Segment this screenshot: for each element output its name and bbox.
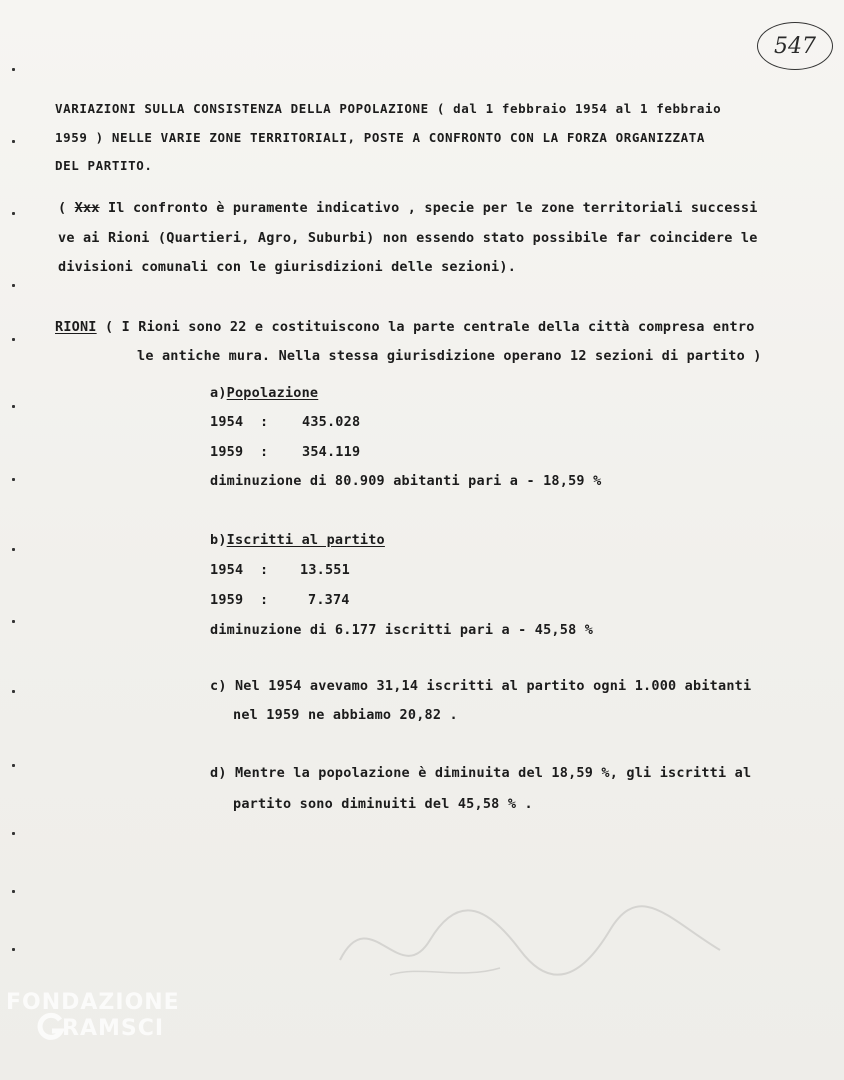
margin-mark bbox=[12, 478, 15, 481]
margin-mark bbox=[12, 948, 15, 951]
margin-mark bbox=[12, 405, 15, 408]
section-b-summary: diminuzione di 6.177 iscritti pari a - 45,58 % bbox=[210, 622, 594, 638]
value: 13.551 bbox=[300, 562, 350, 578]
section-a-prefix: a) bbox=[210, 385, 227, 401]
margin-mark bbox=[12, 338, 15, 341]
table-row bbox=[210, 414, 361, 430]
value: 7.374 bbox=[308, 592, 350, 608]
note-line-3: divisioni comunali con le giurisdizioni delle sezioni). bbox=[58, 259, 517, 275]
year: 1954 bbox=[210, 414, 244, 430]
year: 1959 bbox=[210, 592, 244, 608]
margin-mark bbox=[12, 620, 15, 623]
value: 435.028 bbox=[302, 414, 361, 430]
table-row bbox=[210, 592, 350, 608]
archive-number-stamp bbox=[757, 22, 833, 70]
margin-mark bbox=[12, 212, 15, 215]
section-a-heading bbox=[210, 385, 318, 401]
section-a-label: Popolazione bbox=[226, 385, 319, 401]
margin-mark bbox=[12, 284, 15, 287]
note-line-1 bbox=[58, 200, 758, 216]
title-line-2: 1959 ) NELLE VARIE ZONE TERRITORIALI, POSTE A CONFRONTO CON LA FORZA ORGANIZZATA bbox=[55, 130, 706, 145]
table-row bbox=[210, 562, 350, 578]
watermark-word-1: FONDAZIONE bbox=[6, 990, 180, 1015]
section-b-heading bbox=[210, 532, 385, 548]
margin-mark bbox=[12, 690, 15, 693]
separator: : bbox=[260, 592, 269, 608]
struck-text: Xxx bbox=[74, 200, 100, 216]
title-line-1: VARIAZIONI SULLA CONSISTENZA DELLA POPOLAZIONE ( dal 1 febbraio 1954 al 1 febbraio bbox=[55, 101, 722, 116]
section-d-line-2: partito sono diminuiti del 45,58 % . bbox=[233, 796, 533, 812]
rioni-line-1 bbox=[55, 319, 755, 335]
year: 1959 bbox=[210, 444, 244, 460]
note-open: ( bbox=[58, 200, 75, 216]
section-b-prefix: b) bbox=[210, 532, 227, 548]
margin-mark bbox=[12, 140, 15, 143]
table-row bbox=[210, 444, 361, 460]
margin-mark bbox=[12, 68, 15, 71]
value: 354.119 bbox=[302, 444, 361, 460]
fondazione-gramsci-watermark bbox=[6, 990, 216, 1070]
section-c-line-1: c) Nel 1954 avevamo 31,14 iscritti al partito ogni 1.000 abitanti bbox=[210, 678, 752, 694]
section-a-summary: diminuzione di 80.909 abitanti pari a - 18,59 % bbox=[210, 473, 602, 489]
section-b-label: Iscritti al partito bbox=[226, 532, 385, 548]
margin-mark bbox=[12, 832, 15, 835]
margin-mark bbox=[12, 890, 15, 893]
section-d-line-1: d) Mentre la popolazione è diminuita del 18,59 %, gli iscritti al bbox=[210, 765, 752, 781]
section-c-line-2: nel 1959 ne abbiamo 20,82 . bbox=[233, 707, 458, 723]
separator: : bbox=[260, 562, 269, 578]
faint-signature-bleedthrough bbox=[330, 880, 730, 1000]
note-line-2: ve ai Rioni (Quartieri, Agro, Suburbi) non essendo stato possibile far coincidere le bbox=[58, 230, 758, 246]
separator: : bbox=[260, 444, 269, 460]
archive-number: 547 bbox=[774, 33, 816, 59]
year: 1954 bbox=[210, 562, 244, 578]
title-line-3: DEL PARTITO. bbox=[55, 158, 153, 173]
margin-mark bbox=[12, 548, 15, 551]
gramsci-g-logo-icon bbox=[36, 1012, 64, 1042]
rioni-line-2: le antiche mura. Nella stessa giurisdizione operano 12 sezioni di partito ) bbox=[137, 348, 762, 364]
rioni-text: ( I Rioni sono 22 e costituiscono la parte centrale della città compresa entro bbox=[96, 319, 755, 335]
separator: : bbox=[260, 414, 269, 430]
rioni-heading: RIONI bbox=[55, 319, 97, 335]
watermark-word-2: RAMSCI bbox=[62, 1016, 165, 1041]
margin-mark bbox=[12, 764, 15, 767]
note-text: Il confronto è puramente indicativo , specie per le zone territoriali successi bbox=[99, 200, 758, 216]
